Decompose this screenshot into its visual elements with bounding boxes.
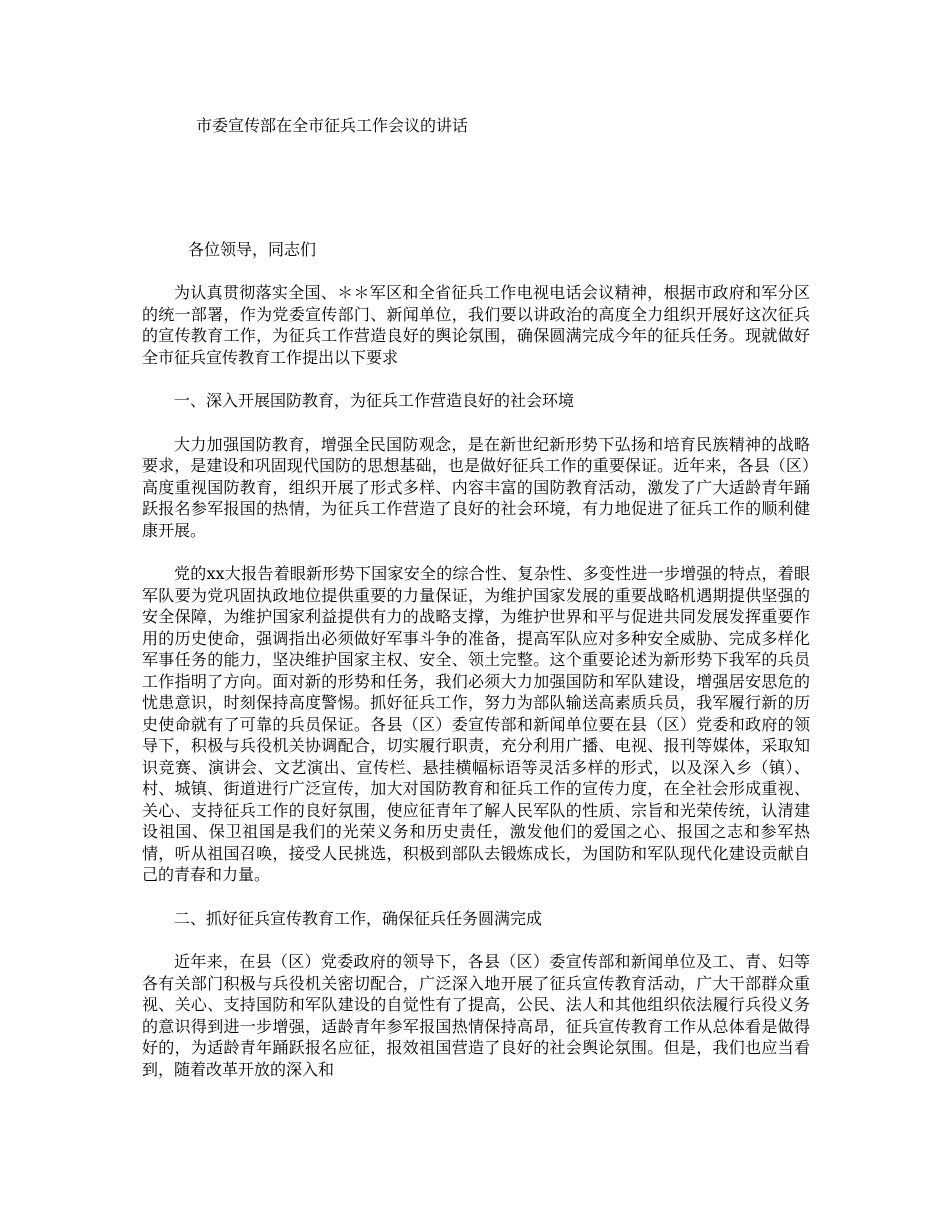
section-heading-2: 二、抓好征兵宣传教育工作，确保征兵任务圆满完成	[174, 908, 543, 928]
salutation: 各位领导，同志们	[188, 240, 317, 259]
paragraph-recent-years: 近年来，在县（区）党委政府的领导下，各县（区）委宣传部和新闻单位及工、青、妇等各有关部门积极与兵役机关密切配合，广泛深入地开展了征兵宣传教育活动，广大干部群众重视、关心、支持国防和军队建设的自觉性有了提高，公民、法人和其他组织依法履行兵役义务的意识得到进一步增强，适龄青年参军报国热情保持高昂，征兵宣传教育工作从总体看是做得好的，为适龄青年踊跃报名应征，报效祖国营造了良好的社会舆论氛围。但是，我们也应当看到，随着改革开放的深入和	[142, 952, 810, 1079]
paragraph-party-report: 党的xx大报告着眼新形势下国家安全的综合性、复杂性、多变性进一步增强的特点，着眼军队要为党巩固执政地位提供重要的力量保证，为维护国家发展的重要战略机遇期提供坚强的安全保障，为维护国家利益提供有力的战略支撑，为维护世界和平与促进共同发展发挥重要作用的历史使命，强调指出必须做好军事斗争的准备，提高军队应对多种安全威胁、完成多样化军事任务的能力，坚决维护国家主权、安全、领土完整。这个重要论述为新形势下我军的兵员工作指明了方向。面对新的形势和任务，我们必须大力加强国防和军队建设，增强居安思危的忧患意识，时刻保持高度警惕。抓好征兵工作，努力为部队输送高素质兵员，我军履行新的历史使命就有了可靠的兵员保证。各县（区）委宣传部和新闻单位要在县（区）党委和政府的领导下，积极与兵役机关协调配合，切实履行职责，充分利用广播、电视、报刊等媒体，采取知识竞赛、演讲会、文艺演出、宣传栏、悬挂横幅标语等灵活多样的形式，以及深入乡（镇）、村、城镇、街道进行广泛宣传，加大对国防教育和征兵工作的宣传力度，在全社会形成重视、关心、支持征兵工作的良好氛围，使应征青年了解人民军队的性质、宗旨和光荣传统，认清建设祖国、保卫祖国是我们的光荣义务和历史责任，激发他们的爱国之心、报国之志和参军热情，听从祖国召唤，接受人民挑选，积极到部队去锻炼成长，为国防和军队现代化建设贡献自己的青春和力量。	[142, 564, 810, 884]
document-body	[142, 282, 810, 1102]
document-title: 市委宣传部在全市征兵工作会议的讲话	[196, 116, 469, 135]
paragraph-intro: 为认真贯彻落实全国、＊＊军区和全省征兵工作电视电话会议精神，根据市政府和军分区的统一部署，作为党委宣传部门、新闻单位，我们要以讲政治的高度全力组织开展好这次征兵的宣传教育工作，为征兵工作营造良好的舆论氛围，确保圆满完成今年的征兵任务。现就做好全市征兵宣传教育工作提出以下要求	[142, 283, 810, 367]
paragraph-national-defense: 大力加强国防教育，增强全民国防观念，是在新世纪新形势下弘扬和培育民族精神的战略要求，是建设和巩固现代国防的思想基础，也是做好征兵工作的重要保证。近年来，各县（区）高度重视国防教育，组织开展了形式多样、内容丰富的国防教育活动，激发了广大适龄青年踊跃报名参军报国的热情，为征兵工作营造了良好的社会环境，有力地促进了征兵工作的顺利健康开展。	[142, 434, 810, 540]
section-heading-1: 一、深入开展国防教育，为征兵工作营造良好的社会环境	[174, 391, 575, 410]
